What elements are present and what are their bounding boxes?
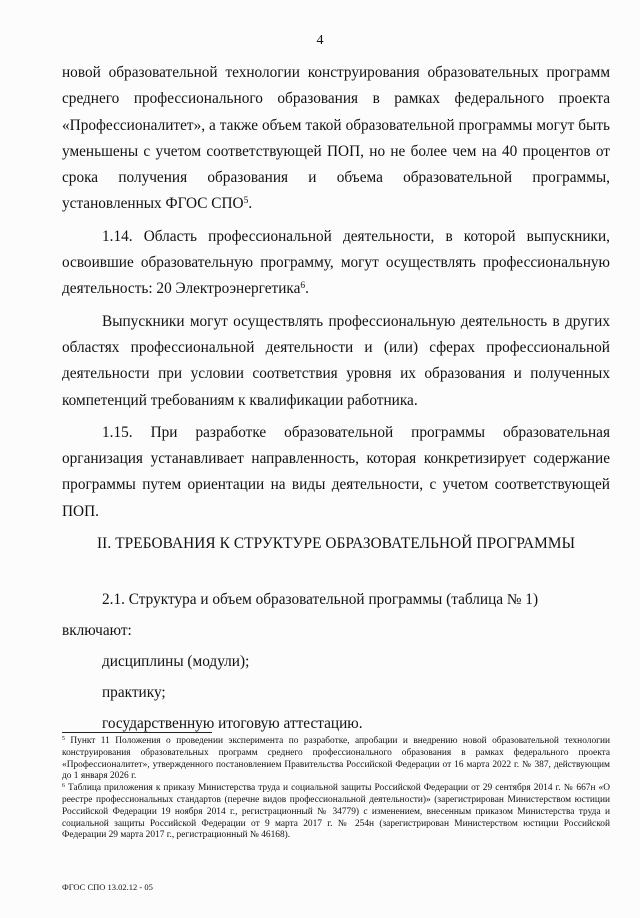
paragraph-1-15: 1.15. При разработке образовательной программы образовательная организация устанавливает направленность, которая конкретизирует содержание программы путем ориентации на виды деятельности, с учетом соответствующей ПОП. <box>62 423 610 520</box>
footnote-divider <box>62 732 212 733</box>
paragraph-1-14 <box>62 224 610 303</box>
footnotes <box>62 736 610 842</box>
list-item: дисциплины (модули); <box>102 653 250 670</box>
paragraph-text: 1.14. Область профессиональной деятельности, в которой выпускники, освоившие образовательную программу, могут осуществлять профессиональную деятельность: 20 Электроэнергетика <box>62 227 610 298</box>
structure-list <box>62 584 610 739</box>
footnote-ref-5: 5 <box>243 196 249 207</box>
footnote-ref-6: 6 <box>300 281 306 292</box>
footnote-6 <box>62 783 610 842</box>
footnote-text: Пункт 11 Положения о проведении эксперимента по разработке, апробации и внедрению новой образовательной технологии конструирования образовательных программ среднего профессионального образования в рамках федерального проекта «Профессионалитет», утвержденного постановлением Правительства Российской Федерации от 16 марта 2022 г. № 387, действующим до 1 января 2026 г. <box>62 736 611 782</box>
paragraph-graduates: Выпускники могут осуществлять профессиональную деятельность в других областях профессиональной деятельности и (или) сферах профессиональной деятельности при условии соответствия уровня их образования и полученных компетенций требованиям к квалификации работника. <box>62 312 610 409</box>
section-heading: II. ТРЕБОВАНИЯ К СТРУКТУРЕ ОБРАЗОВАТЕЛЬНОЙ ПРОГРАММЫ <box>96 535 576 552</box>
footnote-text: Таблица приложения к приказу Министерства труда и социальной защиты Российской Федерации от 29 сентября 2014 г. № 667н «О реестре профессиональных стандартов (перечне видов профессиональной деятельности)» (зарегистрирован Министерством юстиции Российской Федерации 19 ноября 2014 г., регистрационный № 34779) с изменением, внесенным приказом Министерства труда и социальной защиты Российской Федерации от 9 марта 2017 г. № 254н (зарегистрирован Министерством юстиции Российской Федерации 29 марта 2017 г., регистрационный № 46168). <box>62 783 610 841</box>
paragraph-end: . <box>305 280 309 298</box>
main-text <box>62 60 610 525</box>
list-intro: 2.1. Структура и объем образовательной программы (таблица № 1) включают: <box>62 591 539 639</box>
footnote-number: 5 <box>62 735 65 742</box>
paragraph-text: новой образовательной технологии конструирования образовательных программ среднего профессионального образования в рамках федерального проекта «Профессионалитет», а также объем такой образовательной программы могут быть уменьшены с учетом соответствующей ПОП, но не более чем на 40 процентов от срока получения образования и объема образовательной программы, установленных ФГОС СПО <box>62 64 610 213</box>
footnote-number: 6 <box>62 782 65 789</box>
footer-code: ФГОС СПО 13.02.12 - 05 <box>62 882 153 892</box>
paragraph-end: . <box>248 195 253 213</box>
list-item: практику; <box>102 684 166 701</box>
page-number: 4 <box>316 33 324 48</box>
paragraph-continuation <box>62 60 610 218</box>
list-item: государственную итоговую аттестацию. <box>102 715 363 732</box>
footnote-5 <box>62 736 610 783</box>
